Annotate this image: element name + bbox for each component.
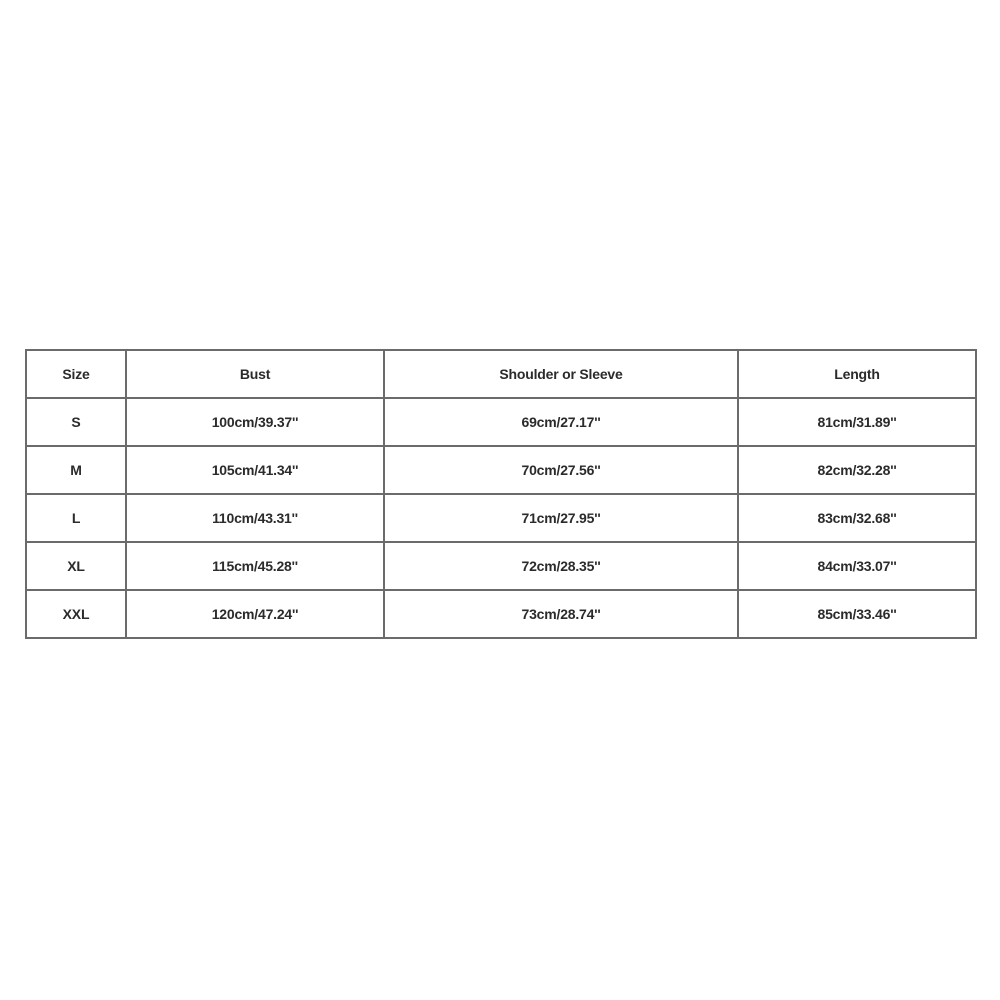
header-length: Length bbox=[738, 350, 976, 398]
size-cell: XXL bbox=[26, 590, 126, 638]
length-cell: 85cm/33.46'' bbox=[738, 590, 976, 638]
length-cell: 84cm/33.07'' bbox=[738, 542, 976, 590]
header-size: Size bbox=[26, 350, 126, 398]
header-shoulder-or-sleeve: Shoulder or Sleeve bbox=[384, 350, 738, 398]
size-cell: S bbox=[26, 398, 126, 446]
table-row bbox=[26, 590, 976, 638]
bust-cell: 110cm/43.31'' bbox=[126, 494, 384, 542]
length-cell: 81cm/31.89'' bbox=[738, 398, 976, 446]
header-row bbox=[26, 350, 976, 398]
length-cell: 83cm/32.68'' bbox=[738, 494, 976, 542]
shoulder-cell: 71cm/27.95'' bbox=[384, 494, 738, 542]
shoulder-cell: 73cm/28.74'' bbox=[384, 590, 738, 638]
shoulder-cell: 70cm/27.56'' bbox=[384, 446, 738, 494]
table-row bbox=[26, 446, 976, 494]
size-cell: M bbox=[26, 446, 126, 494]
table-row bbox=[26, 494, 976, 542]
size-cell: XL bbox=[26, 542, 126, 590]
shoulder-cell: 72cm/28.35'' bbox=[384, 542, 738, 590]
length-cell: 82cm/32.28'' bbox=[738, 446, 976, 494]
table-row bbox=[26, 398, 976, 446]
bust-cell: 115cm/45.28'' bbox=[126, 542, 384, 590]
header-bust: Bust bbox=[126, 350, 384, 398]
shoulder-cell: 69cm/27.17'' bbox=[384, 398, 738, 446]
table-row bbox=[26, 542, 976, 590]
bust-cell: 105cm/41.34'' bbox=[126, 446, 384, 494]
bust-cell: 100cm/39.37'' bbox=[126, 398, 384, 446]
size-chart-table bbox=[25, 349, 977, 639]
size-cell: L bbox=[26, 494, 126, 542]
bust-cell: 120cm/47.24'' bbox=[126, 590, 384, 638]
